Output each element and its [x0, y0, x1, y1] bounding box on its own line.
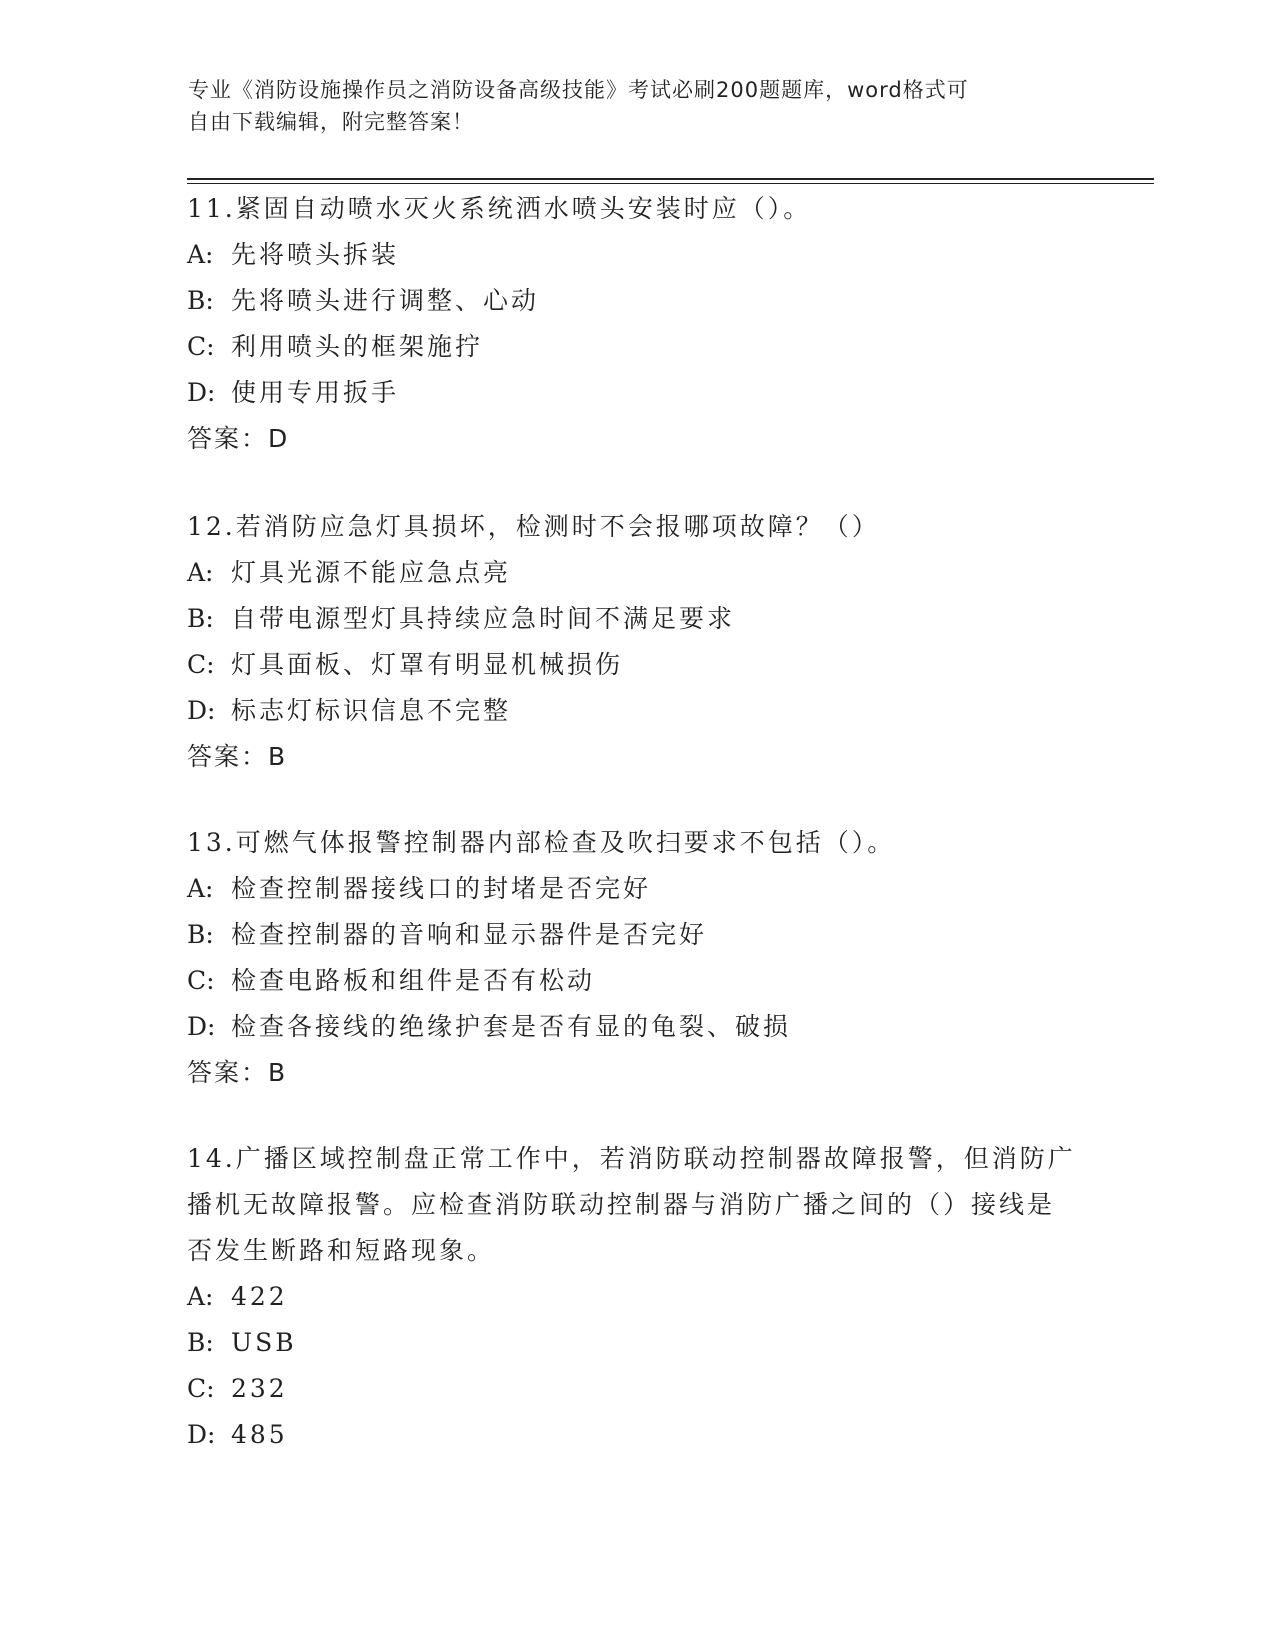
option-c — [187, 642, 1077, 688]
header-line-2: 自由下载编辑，附完整答案！ — [188, 110, 474, 134]
option-a — [187, 232, 1077, 278]
header-divider-thin — [187, 183, 1154, 184]
option-letter: C: — [187, 650, 215, 679]
option-letter: C: — [187, 966, 215, 995]
option-text: 检查各接线的绝缘护套是否有显的龟裂、破损 — [231, 1012, 792, 1041]
question-11 — [187, 186, 1077, 462]
option-d — [187, 370, 1077, 416]
option-text: 232 — [231, 1374, 288, 1403]
option-letter: B: — [187, 604, 214, 633]
option-d — [187, 1004, 1077, 1050]
option-letter: D: — [187, 1420, 216, 1449]
option-letter: A: — [187, 1282, 214, 1311]
option-c — [187, 1366, 1077, 1412]
question-stem: 13.可燃气体报警控制器内部检查及吹扫要求不包括（）。 — [187, 828, 896, 857]
option-c — [187, 958, 1077, 1004]
option-text: 先将喷头拆装 — [231, 240, 400, 269]
question-13 — [187, 820, 1077, 1096]
option-letter: A: — [187, 874, 214, 903]
option-b — [187, 912, 1077, 958]
option-letter: B: — [187, 920, 214, 949]
option-text: 检查电路板和组件是否有松动 — [231, 966, 596, 995]
option-a — [187, 1274, 1077, 1320]
option-text: 自带电源型灯具持续应急时间不满足要求 — [231, 604, 736, 633]
option-letter: A: — [187, 240, 214, 269]
option-d — [187, 1412, 1077, 1458]
option-text: 标志灯标识信息不完整 — [231, 696, 512, 725]
answer-line: 答案：D — [187, 424, 290, 453]
option-c — [187, 324, 1077, 370]
option-text: 先将喷头进行调整、心动 — [231, 286, 540, 315]
option-text: 灯具光源不能应急点亮 — [231, 558, 512, 587]
option-letter: C: — [187, 1374, 215, 1403]
option-text: 利用喷头的框架施拧 — [231, 332, 484, 361]
option-letter: D: — [187, 378, 216, 407]
option-b — [187, 596, 1077, 642]
option-a — [187, 550, 1077, 596]
option-b — [187, 1320, 1077, 1366]
option-text: 灯具面板、灯罩有明显机械损伤 — [231, 650, 624, 679]
option-text: 检查控制器接线口的封堵是否完好 — [231, 874, 652, 903]
answer-line: 答案：B — [187, 742, 288, 771]
option-letter: D: — [187, 1012, 216, 1041]
option-letter: D: — [187, 696, 216, 725]
question-14 — [187, 1136, 1077, 1458]
option-letter: B: — [187, 1328, 214, 1357]
question-stem: 14.广播区域控制盘正常工作中，若消防联动控制器故障报警，但消防广播机无故障报警。应检查消防联动控制器与消防广播之间的（）接线是否发生断路和短路现象。 — [187, 1144, 1076, 1265]
option-text: 使用专用扳手 — [231, 378, 400, 407]
question-12 — [187, 504, 1077, 780]
option-letter: A: — [187, 558, 214, 587]
document-header — [188, 74, 1088, 138]
option-b — [187, 278, 1077, 324]
option-text: 422 — [231, 1282, 288, 1311]
option-text: 检查控制器的音响和显示器件是否完好 — [231, 920, 708, 949]
option-letter: C: — [187, 332, 215, 361]
answer-line: 答案：B — [187, 1058, 288, 1087]
header-divider-thick — [187, 178, 1154, 180]
option-text: 485 — [231, 1420, 288, 1449]
option-letter: B: — [187, 286, 214, 315]
question-stem: 12.若消防应急灯具损坏，检测时不会报哪项故障？（） — [187, 512, 880, 541]
question-stem: 11.紧固自动喷水灭火系统洒水喷头安装时应（）。 — [187, 194, 812, 223]
header-line-1: 专业《消防设施操作员之消防设备高级技能》考试必刷200题题库，word格式可 — [188, 78, 969, 102]
option-text: USB — [231, 1328, 297, 1357]
option-a — [187, 866, 1077, 912]
option-d — [187, 688, 1077, 734]
